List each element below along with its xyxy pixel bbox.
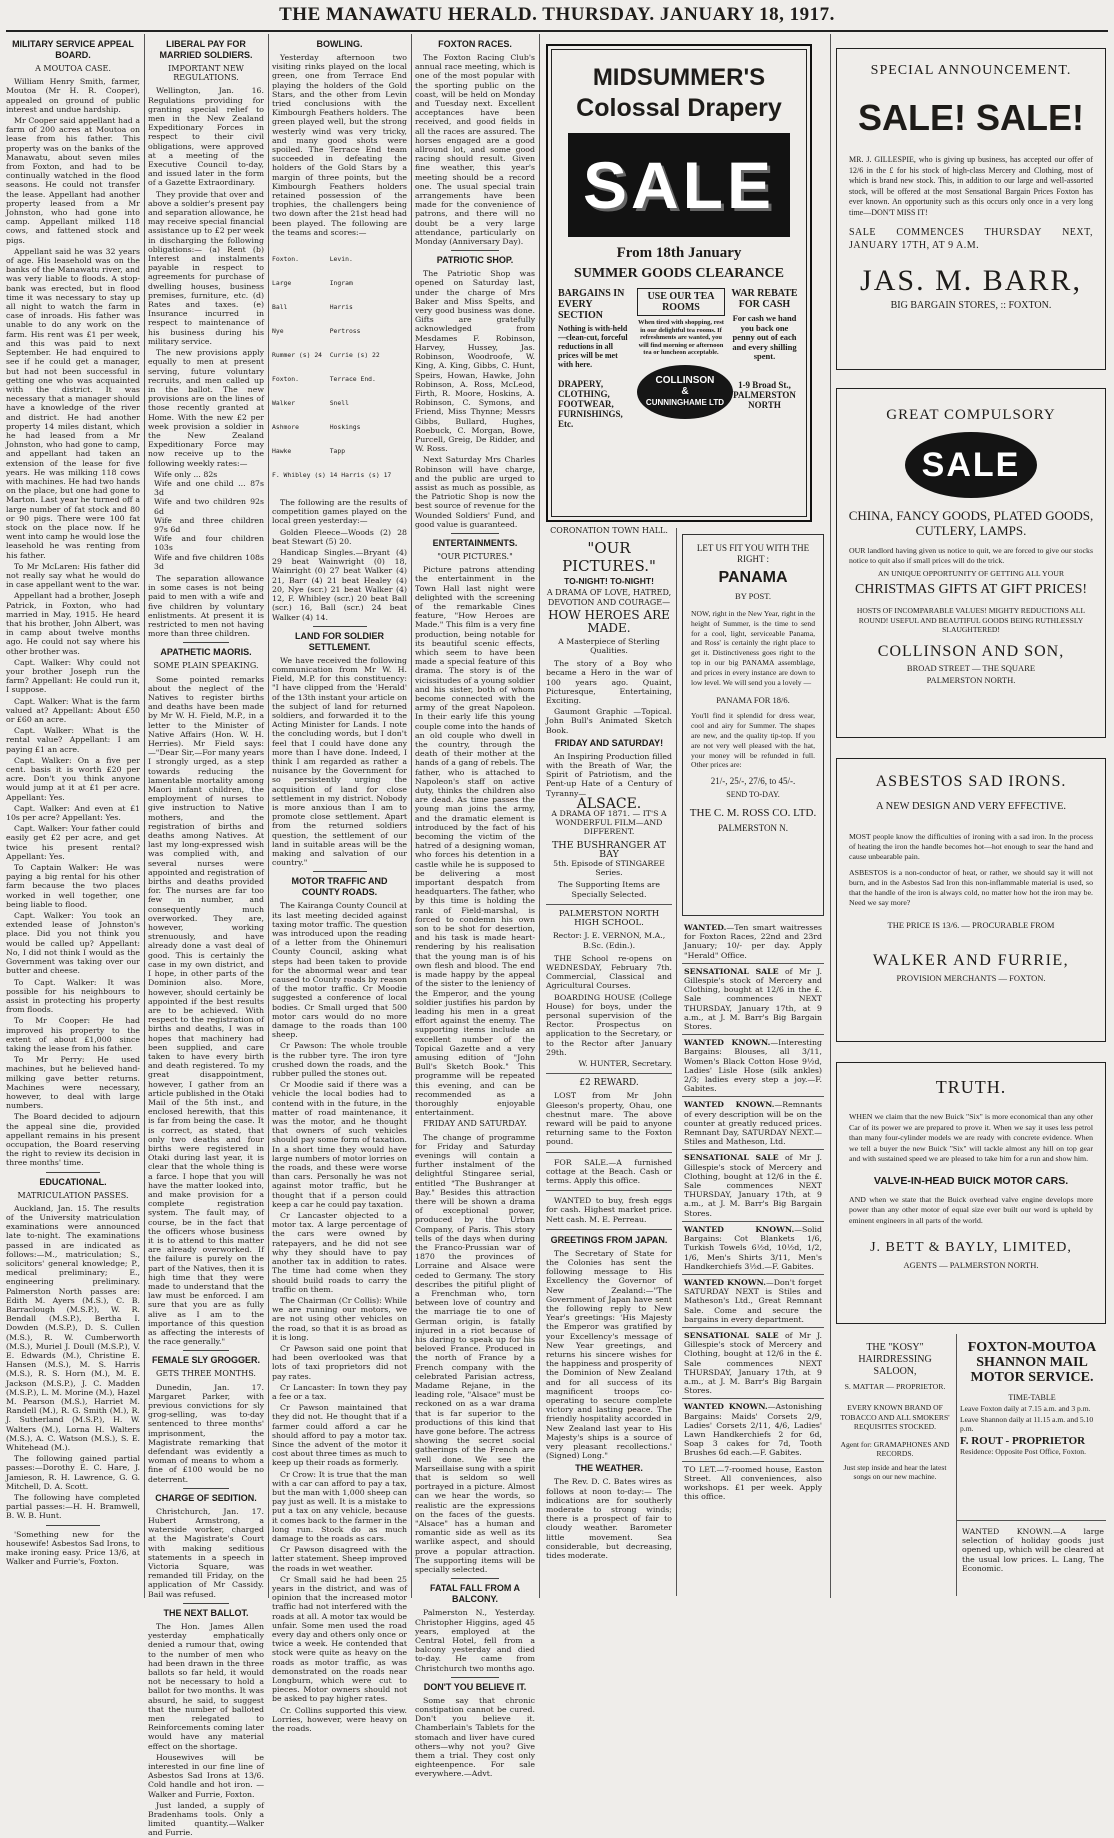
paragraph: Cr. Collins supported this view. Lorries, however, were heavy on the roads. (272, 1705, 407, 1734)
barr-sale-ad (836, 48, 1106, 370)
ad-title: Colossal Drapery (576, 94, 782, 122)
classified-lead: WANTED KNOWN. (684, 1038, 771, 1048)
ad-border (551, 49, 807, 517)
motor-res: Residence: Opposite Post Office, Foxton. (960, 1447, 1086, 1456)
headline-greetings-japan: GREETINGS FROM JAPAN. (550, 1234, 668, 1245)
kosy-tail: Just step inside and hear the latest songs on our new machine. (843, 1462, 947, 1481)
paragraph: Capt. Walker: You took an extended lease of Johnston's place. Did you not think you would be called up? Appellant: No, I did not think I would as the Government was taking over our butter and cheese. (6, 911, 140, 976)
divider (183, 1350, 229, 1351)
paragraph: William Henry Smith, farmer, Moutoa (Mr H. R. Cooper), appealed on ground of public interest and undue hardship. (6, 77, 140, 114)
classified-ad (682, 1275, 824, 1328)
heroes-title: HOW HEROES ARE MADE. (548, 607, 670, 635)
subhead: MATRICULATION PASSES. (17, 1190, 129, 1200)
paragraph: Some pointed remarks about the neglect of the Natives to register births and deaths have been made by Mr W. H. Field, M.P., in a letter to the Minister of Native Affairs (Hon. W. H. Herries). Mr Field says:—"Dear Sir,—For many years I strongly urged, as a step towards reducing the lamentable mortality among Maori infant children, the employment of nurses to give instruction to Native mothers, and the registration of births and deaths among Natives. At last my long-expressed wish was complied with, and several nurses were appointed and registration of births and deaths provided for. The nurses are far too few in number, and consequently much overworked. They are, however, working strenuously, and have already done a vast deal of good. This is certainly the case in my own district, and I hope, in other parts of the Dominion also. More, however, should certainly be appointed if the best results are to be achieved. With respect to the registration of births and deaths, I was in hopes that machinery had been supplied, and care taken to have every birth and death registered. To my great disappointment, however, I gather from an article published in the Otaki Mail of the 5th inst., and enclosed herewith, that this is far from being the case. It is correct, as stated, that only two deaths and four births were registered in Otaki during last year, it is clear that the whole thing is a farce. I hope that you will have the matter looked into, and make provision for a complete registration system. The fault may, of course, be in the fact that the officers whose business it is to attend to this matter are already overworked. If the failure is purely on the part of the Natives, then it is high time that they were made to understand that the law must be enforced. I am sure that you are as fully alive as I am to the importance of this question as affecting the interests of the race generally." (148, 674, 264, 1347)
score-row: Ashmore Hoskings (272, 423, 361, 432)
ross-co: THE C. M. ROSS CO. LTD. (689, 807, 817, 820)
panama-text2: You'll find it splendid for dress wear, cool and airy for Summer. The shapes are new, and the quality tip-top. If you are not very well pleased with the hat, your money will be refunded in full. Other prices are: (691, 711, 815, 770)
sale-sale: SALE! SALE! (857, 97, 1084, 138)
hosts-text: HOSTS OF INCOMPARABLE VALUES! MIGHTY REDUCTIONS ALL ROUND! USEFUL AND BEAUTIFUL GOODS BEING RUTHLESSLY SLAUGHTERED! (856, 606, 1086, 634)
advert-text: 'Something new for the housewife! Asbestos Sad Irons, to make ironing easy. Price 13/6, at Walker and Furrie's, Foxton. (6, 1529, 140, 1567)
timetable: TIME-TABLE (1008, 1393, 1056, 1402)
column-divider (539, 34, 540, 1598)
subhead: IMPORTANT NEW REGULATIONS. (168, 64, 244, 83)
column-divider (268, 34, 269, 1598)
asbestos-text: ASBESTOS is a non-conductor of heat, or rather, we should say it will not burn, and in the Asbestos Sad Iron this non-inflammable material is used, so that the handle of the iron is always cold, no matter how hot the iron may be. Need we say more? (849, 868, 1093, 907)
paragraph: The Rev. D. C. Bates wires as follows at noon to-day:— The indications are for southerly moderate to strong winds; there is a prospect of fair to cloudy weather. Barometer little movement. Sea considerable, but decreasing, tides moderate. (546, 1477, 672, 1561)
classified-text: —Remnants of every description will be on the counter at greatly reduced prices. Remnant Day, SATURDAY NEXT.—Stiles and Matheson, Ltd. (684, 1100, 822, 1147)
great-compulsory: GREAT COMPULSORY (886, 407, 1056, 423)
bushranger: THE BUSHRANGER AT BAY (551, 839, 667, 860)
headline-next-ballot: THE NEXT BALLOT. (163, 1607, 249, 1618)
score-row: Ball Harris (272, 303, 353, 312)
column-2 (148, 36, 264, 1838)
tonight: TO-NIGHT! TO-NIGHT! (564, 576, 654, 587)
subhead: GETS THREE MONTHS. (156, 1369, 256, 1379)
paragraph: WANTED to buy, fresh eggs for cash. Highest market price. Nett cash. M. E. Perreau. (546, 1196, 672, 1224)
motor-title: FOXTON-MOUTOA SHANNON MAIL MOTOR SERVICE. (967, 1340, 1097, 1385)
paragraph: Appellant had a brother, Joseph Patrick, in Foxton, who had married in May, 1915. He heard that his brother, John Albert, was in camp about twelve months ago. He could not say where his other brother was. (6, 591, 140, 656)
kosy-owner: S. MATTAR — PROPRIETOR. (844, 1382, 946, 1391)
reward-title: £2 REWARD. (579, 1078, 639, 1089)
paragraph: Cr Moodie said if there was a vehicle the local bodies had to contend with in the future, in the matter of road maintenance, it was the motor, and he thought that owners of such vehicles should pay some form of taxation. In a short time they would have large numbers of motor lorries on the roads, and these were worse than cars. Personally he was not against motor traffic, but he thought that if a person could keep a car he could pay taxation. (272, 1080, 407, 1209)
divider (451, 250, 499, 251)
subhead: FRIDAY AND SATURDAY. (423, 1119, 527, 1129)
headline-land-settlement: LAND FOR SOLDIER SETTLEMENT. (295, 630, 384, 652)
column-4 (415, 36, 535, 1779)
score-row: Rummer (s) 24 Currie (s) 22 (272, 351, 380, 360)
classified-text: —Solid Bargains: Cot Blankets 1/6, Turkish Towels 6½d, 10½d, 1/2, 1/6, Men's Shirts 3/11, Men's Handkerchiefs 3½d.—F. Gabites. (684, 1224, 822, 1271)
score-row: Walker Snell (272, 399, 349, 408)
paragraph: Cr Pawson disagreed with the latter statement. Sheep improved the roads in wet weather. (272, 1545, 407, 1573)
sale-commences: SALE COMMENCES THURSDAY NEXT, JANUARY 17TH, AT 9 A.M. (849, 227, 1093, 251)
headline-educational: EDUCATIONAL. (39, 1176, 107, 1187)
headline-entertainments: ENTERTAINMENTS. (432, 537, 518, 548)
paragraph: The Board decided to adjourn the appeal sine die, provided appellant remains in his present occupation, the Board reserving the right to review its decision in three months' time. (6, 1112, 140, 1168)
compulsory-sale-ad (836, 388, 1106, 738)
rector: Rector: J. E. VERNON, M.A., B.Sc. (Edin.). (552, 931, 666, 950)
paragraph: The Chairman (Cr Collis): While we are running our motors, we are not using other vehicles on the road, so that it is as broad as it is long. (272, 1295, 407, 1342)
bargains-title: BARGAINS IN EVERY SECTION (558, 288, 625, 321)
bargains-text: Nothing is with-held—clean-cut, forceful reductions in all prices will be met with here. (558, 324, 628, 369)
paragraph: To Capt. Walker: It was possible for his neighbours to assist in protecting his property from floods. (6, 977, 140, 1015)
score-row: Foxton. Levin. (272, 255, 353, 264)
school-title: PALMERSTON NORTH HIGH SCHOOL. (558, 908, 660, 929)
paragraph: BOARDING HOUSE (College House) for boys, under the personal supervision of the Rector. Prospectus on application to the Secretary, or to the Rector after January 29th. (546, 992, 672, 1057)
scores-table (272, 239, 407, 495)
paragraph: Dunedin, Jan. 17. Margaret Parker, with previous convictions for sly grog-selling, was to-day sentenced to three months' imprisonment, the Magistrate remarking that defendant was evidently a woman of means to whom a fine of £100 would be no deterrent. (148, 1382, 264, 1484)
masthead: THE MANAWATU HERALD. THURSDAY. JANUARY 18, 1917. (279, 4, 835, 25)
column-divider (830, 34, 831, 1598)
alsace-title: ALSACE. (576, 795, 642, 812)
walker-furrie-sub: PROVISION MERCHANTS — FOXTON. (896, 973, 1046, 983)
classified-holiday (960, 1524, 1106, 1576)
classified-ad (682, 1097, 824, 1150)
panama-prices: 21/-, 25/-, 27/6, to 45/-. (710, 776, 796, 787)
bett-bayly: J. BETT & BAYLY, LIMITED, (870, 1240, 1072, 1255)
buick-truth-ad (836, 1062, 1106, 1324)
kosy-saloon-ad (836, 1338, 954, 1534)
stingaree: 5th. Episode of STINGAREE Series. (553, 859, 665, 878)
column-divider (411, 34, 412, 1598)
paragraph: We have received the following communication from Mr W. H. Field, M.P. for this constituency: "I have clipped from the 'Herald' of the 13th instant your article on the subject of land for returned soldiers, and forwarded it to the Acting Minister for Lands. I note the concluding words, but I don't feel that I could have done any more than I have done. Indeed, I think I am regarded as rather a nuisance by the Government for so persistently urging the acquisition of land for close settlement in my district. Nobody is more anxious than I am to promote close settlement. Apart from the returned soldiers question, the settlement of our land in suitable areas will be the making and salvation of our country." (272, 655, 407, 868)
kosy-title: THE "KOSY" HAIRDRESSING SALOON, (858, 1342, 932, 1377)
headline-sedition: CHARGE OF SEDITION. (155, 1492, 257, 1503)
divider (546, 1073, 672, 1074)
clearance-title: SUMMER GOODS CLEARANCE (573, 266, 784, 281)
timetable-row: Leave Foxton daily at 7.15 a.m. and 3 p.m. (960, 1404, 1091, 1413)
oval-line: COLLINSON (655, 375, 715, 386)
headline-foxton-races: FOXTON RACES. (438, 39, 512, 49)
headline-bowling: BOWLING. (316, 39, 363, 49)
paragraph: Capt. Walker: What is the farm valued at? Appellant: About £50 or £60 an acre. (6, 696, 140, 725)
truth-title: TRUTH. (935, 1077, 1007, 1097)
classified-lead: WANTED KNOWN. (684, 1277, 766, 1287)
divider (46, 1172, 100, 1173)
panama-send: SEND TO-DAY. (726, 790, 780, 800)
paragraph: Mr Cooper said appellant had a farm of 200 acres at Moutoa on lease from his father. This property was on the banks of the Manawatu, about seven miles from Foxton, and had to be continually watched in the flood seasons. He could not transfer the lease. Appellant had another property leased from a Mr Johnston, who had gone into camp. Appellant milked 118 cows, and fattened stock and pigs. (6, 116, 140, 245)
rate-row: Wife and four children 103s (154, 534, 264, 553)
headline-liberal-pay: LIBERAL PAY FOR MARRIED SOLDIERS. (159, 39, 253, 60)
classified-text: WANTED KNOWN.—A large selection of holiday goods just opened up, which will be cleared at the usual low prices. L. Lang, The Economic. (962, 1527, 1104, 1573)
subhead: A MOUTOA CASE. (35, 64, 111, 73)
goods-list: CHINA, FANCY GOODS, PLATED GOODS, CUTLERY, LAMPS. (848, 508, 1094, 538)
sale-banner-text: SALE (582, 148, 776, 222)
score-row: Hawke Tapp (272, 447, 346, 456)
headline-weather: THE WEATHER. (575, 1463, 643, 1474)
paragraph: The Secretary of State for the Colonies has sent the following message to His Excellency the Governor of New Zealand:—"The Government of Japan have sent the following reply to New Year's greetings: 'His Majesty the Emperor was gratified by your Excellency's message of New Year greetings, and returns his sincere wishes for the happiness and prosperity of the Dominion of New Zealand and for all success of its magnificent troops co-operating to secure complete victory and lasting peace. The friendly hospitality accorded in New Zealand last year to His Majesty's ships is a source of very pleasant recollections.' (Signed) Long." (546, 1248, 672, 1461)
panama-bypost: BY POST. (735, 591, 771, 601)
paragraph: To Captain Walker: He was paying a big rental for his other farm because the two places worked in well together, one being liable to flood. (6, 863, 140, 909)
classified-lead: SENSATIONAL SALE (684, 1153, 779, 1163)
paragraph: Gaumont Graphic —Topical. John Bull's Animated Sketch Book. (546, 707, 672, 735)
score-row: Nye Pertross (272, 327, 361, 336)
paragraph: FOR SALE.—A furnished cottage at the Beach. Cash or terms. Apply this office. (546, 1157, 672, 1185)
classified-text: —Astonishing Bargains: Maids' Corsets 2/9, Ladies' Corsets 2/11, 4/6, Ladies' Lawn Handkerchiefs 2 for 6d, Soap 3 cakes for 7d, Tooth Brushes 6d each.—F. Gabites. (684, 1402, 822, 1458)
classified-ad (682, 1462, 824, 1505)
bett-agents: AGENTS — PALMERSTON NORTH. (903, 1260, 1039, 1270)
rates-list (154, 470, 264, 571)
ad-divider (956, 1334, 957, 1596)
town-hall: CORONATION TOWN HALL. (550, 526, 668, 535)
paragraph: Cr Pawson maintained that they did not. He thought that if a farmer could afford a car he should afford to pay a motor tax. Since the advent of the motor it cost about three times as much to keep up their roads as formerly. (272, 1403, 407, 1468)
classified-ad (682, 1222, 824, 1275)
headline-apathetic-maoris: APATHETIC MAORIS. (160, 647, 252, 658)
walker-furrie: WALKER AND FURRIE, (872, 952, 1070, 969)
classifieds-column (682, 920, 824, 1504)
paragraph: LOST from Mr John Gleeson's property, Ohau, one chestnut mare. The above reward will be paid to anyone returning same to the Foxton pound. (546, 1091, 672, 1147)
divider (546, 904, 672, 905)
valve-title: VALVE-IN-HEAD BUICK MOTOR CARS. (873, 1174, 1069, 1187)
headline-fatal-fall: FATAL FALL FROM A BALCONY. (430, 1583, 520, 1605)
sale-oval (905, 432, 1037, 498)
ross-town: PALMERSTON N. (717, 823, 789, 834)
paragraph: Housewives will be interested in our fine line of Asbestos Sad Irons at 13/6. Cold handle and hot iron. —Walker and Furrie, Foxton. (148, 1752, 264, 1799)
collinson-street: BROAD STREET — THE SQUARE (906, 662, 1036, 673)
rate-row: Wife and two children 92s 6d (154, 497, 264, 516)
paragraph: Appellant said he was 32 years of age. His leasehold was on the banks of the Manawatu river, and was very liable to floods. A stop-bank was erected, but in flood time it was necessary to stay up all night to watch the farm in case of inroads. His father was unable to do any work on the farm. His rent was £1 per week, and this was paid to next September. He had enquired to see if he could get a manager, but had not been successful in getting one who was acquainted with the district. It was necessary that a manager should have a knowledge of the river and district. He had another property 14 miles distant, which he had leased from a Mr Johnston, who had gone to camp, and appellant had taken an extension of the lease for five years. He was milking 118 cows with machines. He had two hands on the place, but one had gone to Marton. Last year he turned off a large number of fat stock and 80 or 90 pigs. There were 100 fat stock on the place now. If he went into camp he would lose the leasehold he was renting from his father. (6, 246, 141, 560)
classified-text: —Don't forget SATURDAY NEXT is Stiles and Matheson's Ltd., Great Remnant Sale. Come and secure the bargains in every department. (684, 1277, 822, 1324)
asbestos-title: ASBESTOS SAD IRONS. (875, 773, 1067, 790)
headline-military-appeal: MILITARY SERVICE APPEAL BOARD. (12, 39, 134, 60)
headline-dont-believe: DON'T YOU BELIEVE IT. (423, 1681, 527, 1692)
hunter: W. HUNTER, Secretary. (578, 1058, 672, 1068)
column-3 (272, 36, 407, 1734)
paragraph: The change of programme for Friday and Saturday evenings will contain a further instalment of the delightful Stingaree serial, entitled "The Bushranger at Bay." Besides this attraction there will be shown a drama of exceptional power, produced by the Urban Company, of Paris. This story tells of the days when during the Franco-Prussian war of 1870 the provinces of Lorraine and Alsace were ceded to Germany. The story describes the pitiful plight of a Frenchman who, torn between love of country and the marriage tie to one of German origin, is fatally injured in a riot because of his daring to speak up for his beloved France. Produced in the north of France by a French company with the celebrated Parisian actress, Madame Rejane, in the leading role, "Alsace" must be reckoned on as a war drama that is far superior to the productions of this kind that have gone before. The actress showing the secret social gatherings of the French are well done. We see the Marseillaise sung with a spirit that is seldom so well portrayed in a picture. Almost can we hear the words, so realistic are the expressions on the faces of the guests. "Alsace" has a human and romantic side as well as its warlike aspect, and should prove a popular attraction. The supporting items will be specially selected. (415, 1132, 535, 1575)
paragraph: To Mr Perry: He used machines, but he believed hand-milking gave better returns. Machines were necessary, however, to deal with large numbers. (6, 1055, 140, 1111)
kosy-agent: Agent for: GRAMAPHONES AND RECORDS. (840, 1439, 950, 1458)
column-divider (144, 34, 145, 1598)
paragraph: The Foxton Racing Club's annual race meeting, which is one of the most popular with the sporting public on the coast, will be held on Monday and Tuesday next. Excellent acceptances have been received, and good fields in all the races are assured. The horses engaged are a good allround lot, and some good racing should result. Given fine weather, this year's meeting should be a record one. The usual special train arrangements have been made for the convenience of patrons, and there will no doubt be a very large attendance, particularly on Monday (Anniversary Day). (415, 53, 535, 247)
christmas-gifts: CHRISTMAS GIFTS AT GIFT PRICES! (854, 582, 1088, 597)
paragraph: Picture patrons attending the entertainment in the Town Hall last night were delighted with the screening of the remarkable Cines feature, "How Heroes are Made." This film is a very fine production, being notable for its beautiful scenic effects, which seem to have been made a special feature of this drama. The story is of the vicissitudes of a young soldier and his sister, both of whom become connected with the army of the great Napoleon. In their early life this young couple come into the hands of an old couple who dwell in the country, through the death of their mother at the hands of a gang of rebels. The father, who is attached to Napoleon's staff on active duty, thinks the children also are dead. As time passes the young man joins the army, and the dramatic element is introduced by the fact of his becoming the victim of the hatred of a designing woman, who forces his detention in a castle while he is supposed to be delivering a most important despatch from headquarters. The father, who by this time is holding the rank of Field-marshal, is forced to condemn his own son to be shot for desertion, and his task is made heart-rendering by his realisation that the young man is of his own flesh and blood. The end is made happy by the appeal of the sister to the leniency of the Emperor, and the young soldier justifies his pardon by leading his men in a great effort against the enemy. The supporting items include an excellent number of the Topical Gazette and a very amusing edition of "John Bull's Sketch Book." This programme will be repeated this evening, and can be recommended as a thoroughly enjoyable entertainment. (415, 565, 535, 1118)
oval-line: CUNNINGHAME LTD (645, 398, 724, 407)
score-row: Large Ingram (272, 279, 353, 288)
paragraph: Just landed, a supply of Bradenhams tools. Only a limited quantity.—Walker and Furrie. (148, 1800, 264, 1838)
asbestos-price: THE PRICE IS 13/6. — PROCURABLE FROM (887, 920, 1055, 930)
divider (451, 533, 499, 534)
classified-text: of Mr J. Gillespie's stock of Mercery and Clothing, bought at 12/6 in the £. Sale commences NEXT THURSDAY, January 17th, at 9 a.m., at J. M. Barr's Big Bargain Stores. (684, 1330, 822, 1396)
masthead-rule (6, 30, 1108, 32)
divider (451, 1677, 499, 1678)
paragraph: Next Saturday Mrs Charles Robinson will have charge, and the public are urged to assist as much as possible, as the Patriotic Shop is now the best source of revenue for the Wounded Soldiers' Fund, and good value is guaranteed. (415, 455, 535, 529)
paragraph: THE School re-opens on WEDNESDAY, February 7th. Commercial, Classical and Agricultural Courses. (546, 953, 672, 991)
truth-text: AND when we state that the Buick overhead valve engine develops more power than any other motor of equal size ever built our word is upheld by eminent engineers in all parts of the world. (849, 1194, 1093, 1225)
headline-motor-traffic: MOTOR TRAFFIC AND COUNTY ROADS. (291, 876, 388, 898)
paragraph: Cr Crow: It is true that the man with a car can afford to pay a tax, but the man with 1,000 sheep can pay just as well. It is a mistake to put a tax on any vehicle, because it comes back to the farmer in the long run. Stock do as much damage to the roads as cars. (272, 1469, 407, 1543)
masterpiece: A Masterpiece of Sterling Qualities. (558, 636, 660, 656)
paragraph: Wellington, Jan. 16. Regulations providing for granting special relief to men in the New Zealand Expeditionary Forces in respect to their civil obligations, were approved at a meeting of the Executive Council to-day, and issued later in the form of a Gazette Extraordinary. (148, 86, 264, 188)
paragraph: They provide that over and above a soldier's present pay and separation allowance, he may receive special financial assistance up to £2 per week in discharging the following obligations:— (a) Rent (b) Interest and instalments payable in respect to agreements for purchase of dwelling houses, business premises, furniture, etc. (d) Rates and taxes. (e) Insurance incurred in respect to maintenance of his business during his military service. (148, 189, 264, 346)
kosy-text: EVERY KNOWN BRAND OF TOBACCO AND ALL SMOKERS' REQUISITES STOCKED. (840, 1403, 950, 1431)
classified-lead: WANTED. (684, 923, 727, 932)
classified-ad (682, 964, 824, 1035)
paragraph: Capt. Walker: On a five per cent. basis it is worth £20 per acre. Don't you think anyone would jump at it at £1 per acre. Appellant: Yes. (6, 755, 140, 802)
departments: DRAPERY, CLOTHING, FOOTWEAR, FURNISHINGS, Etc. (558, 379, 623, 429)
rate-row: Wife and three children 97s 6d (154, 515, 264, 534)
rebate-text: For cash we hand you back one penny out of each and every shilling spent. (732, 313, 797, 361)
paragraph: Capt. Walker: And even at £1 10s per acre? Appellant: Yes. (6, 803, 140, 823)
paragraph: Cr Pawson said one point that had been overlooked was that lots of taxi proprietors did not pay rates. (272, 1343, 407, 1381)
classified-ad (682, 1399, 824, 1461)
paragraph: Cr Small said he had been 25 years in the district, and was of opinion that the increased motor traffic had not interfered with the roads at all. A motor tax would be unfair. Some men used the road every day and others only once or twice a week. He contended that stock were quite as heavy on the roads as motor traffic, as was demonstrated on the roads near Longburn, which were cut to pieces. Motor owners should not be asked to pay higher rates. (272, 1574, 407, 1704)
divider (546, 1229, 672, 1230)
paragraph: The Kairanga County Council at its last meeting decided against taxing motor traffic. The question was introduced upon the reading of a letter from the Ohinemuri County Council, asking what steps had been taken to provide for the abnormal wear and tear caused to County roads by reason of the motor traffic. Cr Moodie suggested a conference of local bodies. Cr Small urged that 500 motor cars would do no more damage to the roads than 100 sheep. (272, 901, 407, 1040)
score-row: F. Whibley (s) 14 Harris (s) 17 (272, 471, 392, 480)
divider (956, 1520, 1106, 1521)
paragraph: Cr Lancaster: In town they pay a fee or a tax. (272, 1382, 407, 1401)
classified-lead: WANTED KNOWN. (684, 1100, 775, 1110)
panama-title: PANAMA (718, 569, 788, 586)
subhead: SOME PLAIN SPEAKING. (153, 661, 259, 671)
paragraph: The story of a Boy who became a Hero in the war of 100 years ago. Quaint, Picturesque, Entertaining, Exciting. (546, 659, 672, 706)
oval-line: & (681, 386, 689, 397)
paragraph: Handicap Singles.—Bryant (4) 29 beat Wainwright (0) 18, Wainright (0) 27 beat Walker (4) 21, Barr (4) 21 beat Healey (4) 20, Nye (scr.) 21 beat Walker (4) 12, F. Whibley (scr.) 20 beat Ball (scr.) 16, Ball (scr.) 24 beat Walker (4) 14. (272, 548, 407, 622)
classified-ad (682, 1328, 824, 1399)
classified-lead: SENSATIONAL SALE (684, 966, 779, 976)
midsummer-sale-ad (546, 44, 812, 522)
paragraph: Palmerston N., Yesterday. Christopher Higgins, aged 45 years, employed at the Central Hotel, fell from a balcony yesterday and died to-day. He came from Christchurch two months ago. (415, 1608, 535, 1673)
panama-lead: LET US FIT YOU WITH THE RIGHT : (696, 543, 810, 564)
divider (183, 642, 229, 643)
paragraph: Cr Lancaster objected to a motor tax. A large percentage of the cars were owned by ratepayers, and he did not see why they should have to pay another tax in addition to rates. The time had come when they should build roads to carry the traffic on them. (272, 1211, 407, 1294)
panama-price: PANAMA FOR 18/6. (716, 695, 790, 706)
collinson-town: PALMERSTON NORTH. (926, 674, 1016, 685)
classified-text: —Ten smart waitresses for Foxton Races, 22nd and 23rd January; 10/- per day. Apply "Herald" Office. (684, 923, 822, 960)
score-row: Foxton. Terrace End. (272, 375, 376, 384)
barr-store: BIG BARGAIN STORES, :: FOXTON. (890, 300, 1052, 311)
column-5-lower (546, 526, 672, 1596)
motor-prop: F. ROUT - PROPRIETOR (960, 1435, 1086, 1447)
alsace-desc: A DRAMA OF 1871. — IT'S A WONDERFUL FILM—AND DIFFERENT. (551, 809, 667, 837)
classified-ad (682, 920, 824, 964)
paragraph: Capt. Walker: Why could not your brother Joseph run the farm? Appellant: He could run it, I suppose. (6, 657, 140, 695)
friday-saturday: FRIDAY AND SATURDAY! (554, 737, 664, 748)
ad-title: MIDSUMMER'S (592, 64, 766, 91)
unique-opportunity: AN UNIQUE OPPORTUNITY OF GETTING ALL YOUR (877, 569, 1065, 578)
paragraph: Christchurch, Jan. 17. Hubert Armstrong, a waterside worker, charged at the Magistrate's Court with making seditious statements in a speech in Victoria Square, was remanded till Friday, on the application of Mr Cassidy. Bail was refused. (148, 1506, 264, 1599)
paragraph: The following gained partial passes:—Dorothy E. C. Hare, J. Jamieson, R. H. Lawrence, G. G. Mitchell, D. A. Scott. (6, 1454, 140, 1491)
divider (46, 1525, 100, 1526)
paragraph: Capt. Walker: What is the rental value? Appellant: I am paying £1 an acre. (6, 726, 140, 754)
classified-ad (682, 1150, 824, 1221)
paragraph: The Patriotic Shop was opened on Saturday last, under the charge of Mrs Baker and Miss Spelts, and very good business was done. Gifts are gratefully acknowledged from Mesdames F. Robinson, Harvey, Hussey, Jas. Robinson, Woodroofe, W. King, A. King, Gibbs, C. Hunt, Speirs, Howan, Hawke, John Robinson, A. Ross, McLeod, Firth, R. Moore, Hoskins, A. Robinson, C. Symons, and Friend, Miss Thynne; Messrs Gibbs, Bullard, Hughes, Roebuck, C. Morgan, Bowe, Purcell, Greig, De Ridder, and W. Ross. (415, 269, 535, 454)
sale-oval-text: SALE (921, 445, 1021, 484)
paragraph: To Mr McLaren: His father did not really say what he would do in case appellant went to the war. (6, 561, 140, 590)
column-1 (6, 36, 140, 1596)
rebate-title: WAR REBATE FOR CASH (731, 288, 798, 310)
paragraph: The new provisions apply equally to men at present serving, future voluntary recruits, and men called up in the ballot. The new provisions are on the lines of those recently granted at Home. With the new £2 per week provision a soldier in the New Zealand Expeditionary Force may now receive up to the following weekly rates:— (148, 348, 264, 468)
classified-text: —Interesting Bargains: Blouses, all 3/11, Women's Black Cotton Hose 9½d, Ladies' Lisle Hose (silk ankles) 2/3; ladies every step a joy.—F. Gabites. (684, 1038, 822, 1094)
barr-name: JAS. M. BARR, (860, 264, 1082, 297)
paragraph: The following are the results of competition games played on the local green yesterday:— (272, 498, 407, 526)
special-announcement: SPECIAL ANNOUNCEMENT. (870, 63, 1072, 78)
paragraph: Auckland, Jan. 15. The results of the University matriculation examinations were announced late to-night. The examinations passed in are indicated as follows:—M., matriculation; S., solicitors' general knowledge; P., medical preliminary; E., engineering preliminary. Palmerston North passes are: Edith M. Ayers (M.S.), C. B. Barraclough (M.S.P.), W. R. Bendall (M.S.P.), Bertha I. Dowden (M.S.P.), D. S. Cullen (M.S.), R. W. Cumberworth (M.S.), Muriel J. Doull (M.S.P.), V. E. Edwards (M.), Christine E. Hansen (M.S.), M. S. Harris (M.S.), R. S. Horn (M.), M. E. Jackson (M.S.P.), J. C. Madden (M.S.P.), L. M. Morine (M.), Hazel M. Pearson (M.S.), Harriet M. Randell (M.), R. G. Smith (M.), R. J. Sutherland (M.S.P.), H. W. Walters (M.), Lorna H. Walters (M.S.), A. C. Watson (M.S.), S. E. Whitehead (M.). (6, 1203, 140, 1453)
tea-text: When tired with shopping, rest in our delightful tea rooms. If refreshments are wanted, you will find morning or afternoon tea or luncheon acceptable. (638, 319, 724, 356)
tea-title: USE OUR TEA ROOMS (637, 288, 725, 316)
classified-ad (682, 1035, 824, 1097)
rate-row: Wife only ... 82s (154, 469, 218, 479)
divider (183, 1603, 229, 1604)
classified-text: TO LET.—7-roomed house, Easton Street. All conveniences, also workshops. £1 per week. Apply this office. (684, 1464, 822, 1502)
divider (183, 1488, 229, 1489)
rate-row: Wife and one child ... 87s 3d (154, 478, 264, 498)
paragraph: Cr Pawson: The whole trouble is the rubber tyre. The iron tyre crushed down the roads, and the rubber pulled the stones out. (272, 1041, 407, 1079)
paragraph: Capt. Walker: Your father could easily get £2 per acre, and get twice his present rental? Appellant: Yes. (6, 824, 140, 861)
classified-lead: SENSATIONAL SALE (684, 1330, 779, 1340)
address: 1-9 Broad St., PALMERSTON NORTH (733, 379, 796, 410)
panama-ad (682, 534, 824, 916)
compulsory-text: OUR landlord having given us notice to quit, we are forced to give our stocks notice to quit also if small prices will do the trick. (849, 546, 1093, 565)
subhead: "OUR PICTURES." (437, 551, 513, 561)
paragraph: The Hon. James Allen yesterday emphatically denied a rumour that, owing to the number of men who had been drawn in the three ballots so far held, it would not be necessary to hold a ballot for two months. It was absurd, he said, to suggest that the number of balloted men relegated to Reinforcements coming later would have any material effect on the shortage. (148, 1621, 264, 1751)
our-pictures: "OUR PICTURES." (562, 539, 656, 576)
divider (546, 1152, 672, 1153)
paragraph: Yesterday afternoon two visiting rinks played on the local green, one from Terrace End playing the holders of the Gold Stars, and the other from Levin tried conclusions with the Kimbourgh Feathers holders. The green played well, but the strong westerly wind was very tricky, and many good shots were spoiled. The Terrace End team succeeded in defeating the holders of the Gold Stars by a margin of three points, but the Kimbourgh Feathers holders retained possession of the trophies, the challengers being two down after the 21st head had been played. The following are the teams and scores:— (272, 53, 407, 237)
headline-patriotic-shop: PATRIOTIC SHOP. (436, 255, 514, 266)
collinson-son: COLLINSON AND SON, (877, 642, 1065, 660)
asbestos-sub: A NEW DESIGN AND VERY EFFECTIVE. (876, 801, 1066, 812)
paragraph: Golden Fleece—Woods (2) 28 beat Stewart (5) 20. (272, 527, 407, 546)
classified-text: of Mr J. Gillespie's stock of Mercery and Clothing, bought at 12/6 in the £. Sale commences NEXT THURSDAY, January 17th, at 9 a.m., at J. M. Barr's Big Bargain Stores. (684, 966, 822, 1032)
paragraph: Some say that chronic constipation cannot be cured. Don't you believe it. Chamberlain's Tablets for the stomach and liver have cured others—why not you? Give them a trial. They cost only eighteenpence. For sale everywhere.—Advt. (415, 1695, 535, 1779)
asbestos-irons-ad (836, 758, 1106, 1042)
asbestos-text: MOST people know the difficulties of ironing with a sad iron. In the process of heating the iron the handle becomes hot—hot enough to sear the hand and cause unbearable pain. (849, 832, 1093, 861)
drama-desc: A DRAMA OF LOVE, HATRED, DEVOTION AND COURAGE— (546, 588, 672, 607)
column-divider (676, 528, 677, 1596)
headline-sly-grogger: FEMALE SLY GROGGER. (151, 1355, 261, 1366)
classified-lead: WANTED KNOWN. (684, 1224, 795, 1234)
rate-row: Wife and five children 108s 3d (154, 552, 264, 571)
paragraph: The separation allowance in some cases is not being paid to men with a wife and five children by voluntary enlistments. At present it is restricted to men not having more than three children. (148, 573, 264, 639)
divider (546, 1190, 672, 1191)
truth-text: WHEN we claim that the new Buick "Six" is more economical than any other Car of its power we are prepared to prove it. When we say it uses less petrol than many four-cylinder models we are ready with concrete evidence. When we tell a buyer the new Buick "Six" will tackle almost any hill on top gear and with sustained speed we are pleased to take him for a run and show him. (849, 1112, 1093, 1163)
paragraph: The following have completed partial passes:—H. H. Bramwell, B. W. B. Hunt. (6, 1493, 140, 1521)
classified-lead: WANTED KNOWN. (684, 1402, 768, 1412)
divider (451, 1578, 499, 1579)
paragraph: To Mr Cooper: He had improved his property to the extent of about £1,000 since taking the lease from his father. (6, 1016, 140, 1053)
timetable-row: Leave Shannon daily at 11.15 a.m. and 5.10 p.m. (960, 1415, 1094, 1433)
mail-motor-ad (960, 1338, 1104, 1518)
panama-text: NOW, right in the New Year, right in the height of Summer, is the time to send for a cool, light, serviceable Panama, and Ross' is certainly the right place to get it. Distinctiveness goes right to the top in our big PANAMA assemblage, and prices in every instance are down to low level. We will send you a lovely — (691, 609, 815, 687)
divider (313, 871, 367, 872)
paragraph: An Inspiring Production filled with the Breath of War, the Spirit of Patriotism, and the Pent-up Hate of a Century of Tyranny— (546, 751, 672, 798)
supporting: The Supporting Items are Specially Selected. (558, 880, 660, 899)
divider (313, 626, 367, 627)
sale-date: From 18th January (616, 245, 742, 261)
barr-text: MR. J. GILLESPIE, who is giving up business, has accepted our offer of 12/6 in the £ for his stock of high-class Mercery and Clothing, most of which is brand new stock. This, in addition to our large and well-assorted stock, will be offered at the most Sensational Bargain Prices Foxton has ever known. An opportunity such as this occurs only once in a very long time—DON'T MISS IT! (849, 155, 1093, 217)
classified-text: of Mr J. Gillespie's stock of Mercery and Clothing, bought at 12/6 in the £. Sale commences NEXT THURSDAY, January 17th, at 9 a.m., at J. M. Barr's Big Bargain Stores. (684, 1153, 822, 1218)
